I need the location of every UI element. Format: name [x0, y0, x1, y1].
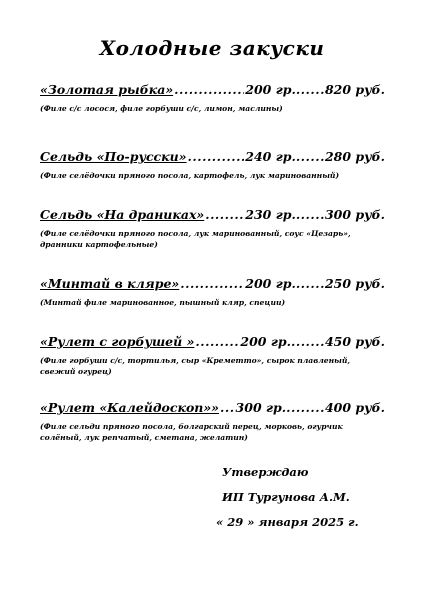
menu-item-description: (Филе селёдочки пряного посола, картофель, лук маринованный) — [40, 171, 340, 180]
menu-item-price: 300 руб. — [324, 207, 385, 222]
menu-item-name: «Минтай в кляре» — [40, 276, 180, 291]
weight-price-separator: ...... — [295, 207, 325, 222]
menu-item-weight: 200 гр. — [240, 334, 291, 349]
dot-leader — [180, 276, 244, 291]
menu-item-weight: 200 гр. — [245, 82, 296, 97]
dot-leader — [174, 82, 244, 97]
menu-item-price: 280 руб. — [324, 149, 385, 164]
menu-item-description: (Филе сельди пряного посола, болгарский перец, морковь, огурчик солёный, лук репчатый, сметана, желатин) — [40, 422, 343, 442]
weight-price-separator: ........ — [286, 400, 325, 415]
menu-item-name: «Рулет с горбушей » — [40, 334, 195, 349]
menu-item-price: 250 руб. — [324, 276, 385, 291]
menu-item-price: 820 руб. — [324, 82, 385, 97]
menu-item — [40, 276, 385, 308]
menu-item-name: «Рулет «Калейдоскоп»» — [40, 400, 219, 415]
menu-item — [40, 82, 385, 114]
menu-item-line — [40, 400, 385, 415]
approval-date: « 29 » января 2025 г. — [216, 515, 359, 529]
menu-item-line — [40, 82, 385, 97]
menu-item-weight: 240 гр. — [245, 149, 296, 164]
menu-item-line — [40, 334, 385, 349]
dot-leader — [195, 334, 239, 349]
weight-price-separator: ...... — [295, 276, 325, 291]
menu-item-weight: 200 гр. — [245, 276, 296, 291]
menu-item-description: (Филе селёдочки пряного посола, лук маринованный, соус «Цезарь», дранники картофельные) — [40, 229, 351, 249]
menu-item-weight: 300 гр. — [235, 400, 287, 415]
menu-item-price: 400 руб. — [324, 400, 385, 415]
dot-leader — [220, 400, 235, 415]
menu-item-line — [40, 207, 385, 222]
menu-item-description: (Филе с/с лосося, филе горбуши с/с, лимон, маслины) — [40, 104, 283, 113]
approval-signatory: ИП Тургунова А.М. — [222, 490, 350, 504]
dot-leader — [205, 207, 244, 222]
menu-item-name: Сельдь «На драниках» — [40, 207, 205, 222]
menu-item-weight: 230 гр. — [245, 207, 296, 222]
menu-item-line — [40, 276, 385, 291]
menu-item-name: Сельдь «По-русски» — [40, 149, 187, 164]
menu-item — [40, 400, 385, 443]
approval-heading: Утверждаю — [222, 465, 309, 479]
menu-item-name: «Золотая рыбка» — [40, 82, 174, 97]
weight-price-separator: ....... — [290, 334, 325, 349]
menu-item-price: 450 руб. — [324, 334, 385, 349]
page-title: Холодные закуски — [99, 36, 325, 60]
menu-item-line — [40, 149, 385, 164]
menu-item — [40, 149, 385, 181]
menu-item-description: (Минтай филе маринованное, пышный кляр, специи) — [40, 298, 286, 307]
dot-leader — [188, 149, 245, 164]
menu-item — [40, 207, 385, 250]
weight-price-separator: ...... — [295, 149, 325, 164]
weight-price-separator: ...... — [295, 82, 325, 97]
menu-item — [40, 334, 385, 377]
menu-item-description: (Филе горбуши с/с, тортилья, сыр «Креметто», сырок плавленый, свежий огурец) — [40, 356, 351, 376]
